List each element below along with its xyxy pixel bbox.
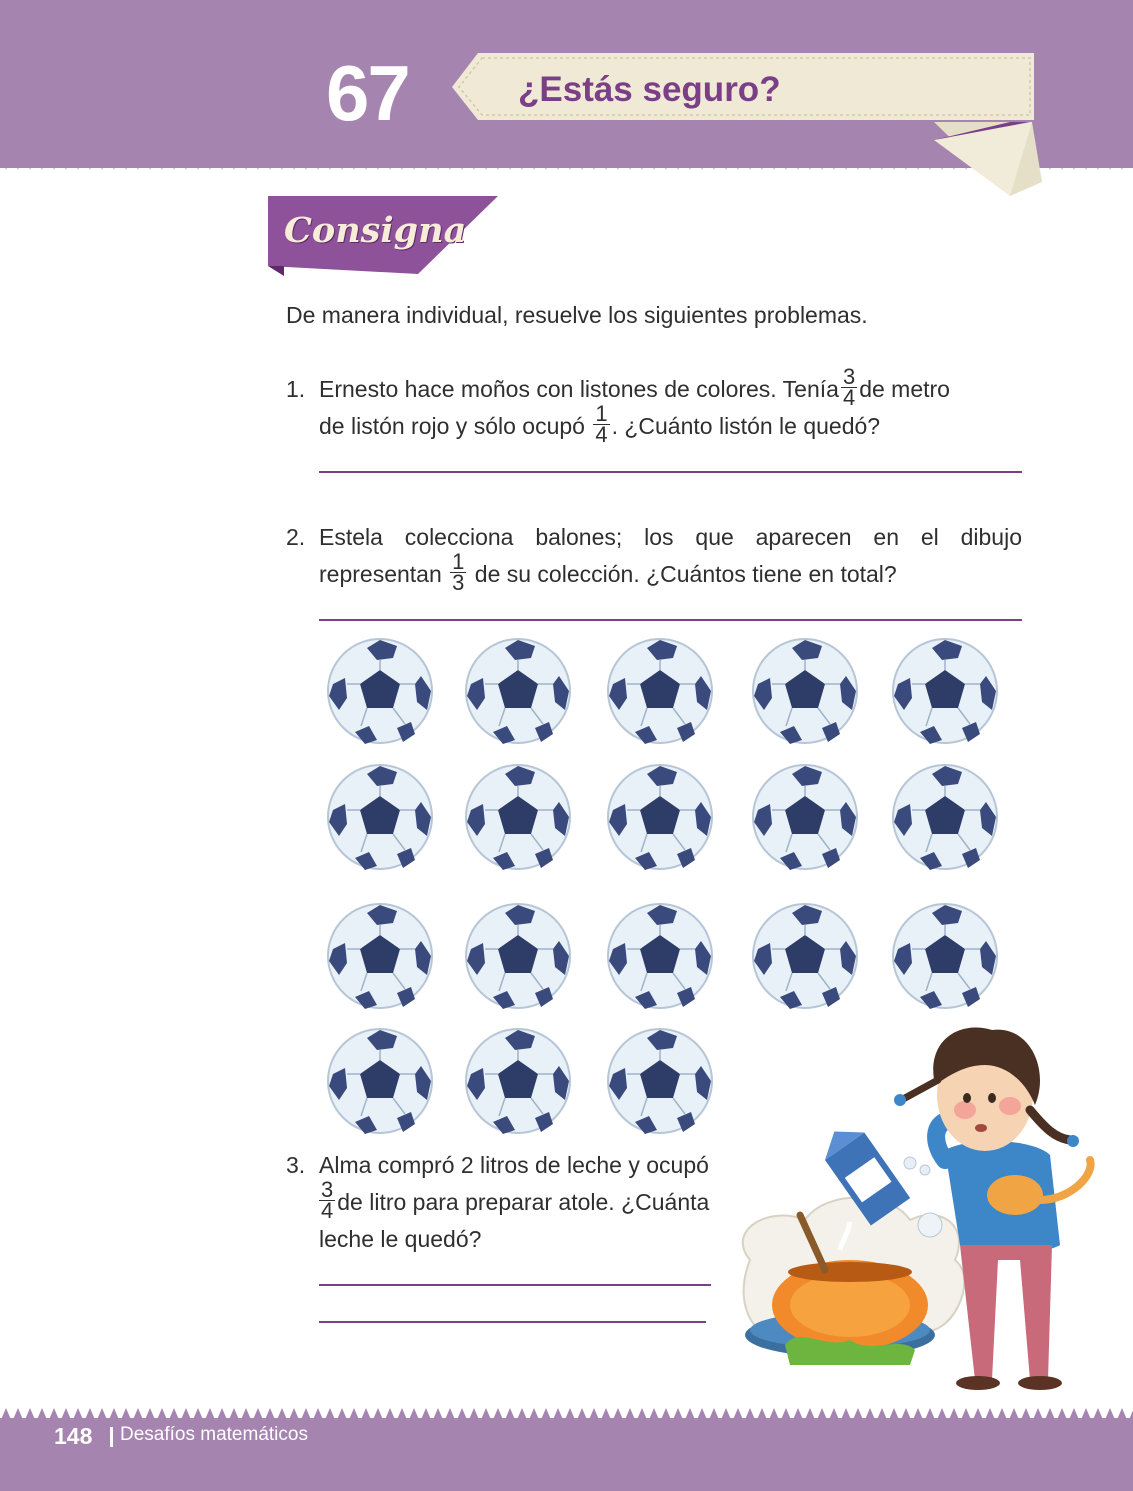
soccer-ball-icon [750, 636, 860, 746]
problem-2-line-1: Estela colecciona balones; los que aparecen en el dibujo [319, 524, 1022, 550]
soccer-ball-icon [605, 762, 715, 872]
soccer-ball-icon [325, 1026, 435, 1136]
problem-1-text: de metro [859, 376, 950, 402]
soccer-ball-icon [325, 901, 435, 1011]
soccer-ball-icon [325, 636, 435, 746]
lesson-number: 67 [326, 49, 409, 137]
problem-1-line-2 [319, 401, 881, 448]
fraction-three-quarters: $\frac{3}{4}$ [842, 364, 856, 411]
problem-3-line-2 [319, 1177, 710, 1224]
problem-1-number: 1. [286, 376, 306, 402]
soccer-ball-icon [750, 762, 860, 872]
problem-3-line-3: leche le quedó? [319, 1226, 482, 1252]
problem-1-text: . ¿Cuánto listón le quedó? [611, 413, 881, 439]
soccer-ball-icon [325, 762, 435, 872]
soccer-ball-icon [605, 636, 715, 746]
page-number: 148 [54, 1423, 93, 1449]
soccer-ball-icon [463, 1026, 573, 1136]
problem-2-text: de su colección. ¿Cuántos tiene en total? [474, 561, 897, 587]
consigna-label: Consigna [284, 210, 467, 251]
soccer-ball-icon [463, 901, 573, 1011]
soccer-ball-icon [890, 636, 1000, 746]
soccer-ball-icon [890, 901, 1000, 1011]
problem-2-number: 2. [286, 524, 306, 550]
fraction-three-quarters: $\frac{3}{4}$ [321, 1177, 334, 1224]
soccer-ball-icon [463, 762, 573, 872]
fraction-one-third: $\frac{1}{3}$ [452, 549, 465, 596]
footer-separator [110, 1427, 113, 1447]
problem-2-line-2 [319, 549, 897, 596]
lesson-title: ¿Estás seguro? [518, 70, 781, 109]
soccer-ball-icon [605, 901, 715, 1011]
answer-line-3a[interactable] [319, 1284, 711, 1286]
answer-line-2[interactable] [319, 619, 1022, 621]
problem-3-line-1: Alma compró 2 litros de leche y ocupó [319, 1152, 709, 1178]
soccer-ball-icon [463, 636, 573, 746]
fraction-one-quarter: $\frac{1}{4}$ [595, 401, 608, 448]
soccer-ball-icon [750, 901, 860, 1011]
soccer-ball-icon [605, 1026, 715, 1136]
answer-line-1[interactable] [319, 471, 1022, 473]
problem-3-number: 3. [286, 1152, 306, 1178]
problem-3-text: de litro para preparar atole. ¿Cuánta [337, 1189, 710, 1215]
problem-1-text: de listón rojo y sólo ocupó [319, 413, 585, 439]
problem-1-line-1 [319, 364, 950, 411]
problem-2-text: representan [319, 561, 442, 587]
problem-1-text: Ernesto hace moños con listones de colores. Tenía [319, 376, 839, 402]
book-title: Desafíos matemáticos [120, 1424, 308, 1445]
girl-pouring-milk-illustration [730, 1010, 1130, 1405]
instruction-text: De manera individual, resuelve los siguientes problemas. [286, 302, 868, 328]
soccer-ball-icon [890, 762, 1000, 872]
answer-line-3b[interactable] [319, 1321, 706, 1323]
